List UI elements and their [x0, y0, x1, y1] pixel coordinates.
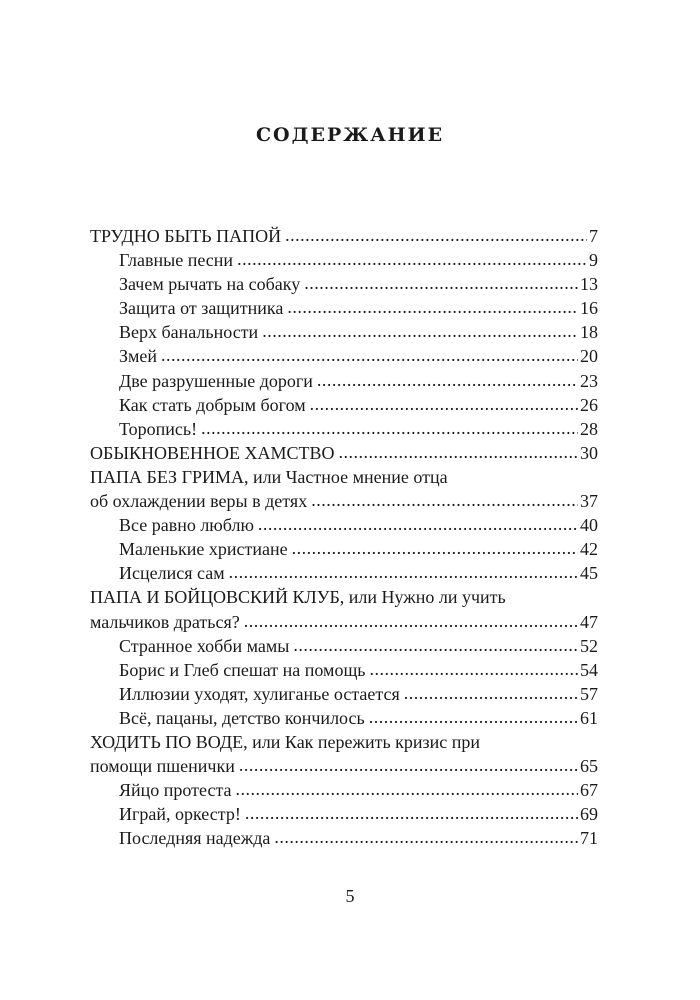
toc-entry-title: Главные песни [119, 250, 234, 271]
toc-entry-title: об охлаждении веры в детях [90, 491, 308, 512]
toc-entry-title: ТРУДНО БЫТЬ ПАПОЙ [90, 226, 282, 246]
toc-subentry [90, 344, 598, 368]
dot-leader [245, 801, 578, 825]
toc-subentry [90, 682, 598, 706]
dot-leader [236, 777, 578, 801]
toc-entry-title: ПАПА И БОЙЦОВСКИЙ КЛУБ, или Нужно ли учить [90, 587, 506, 608]
toc-entry-title: ОБЫКНОВЕННОЕ ХАМСТВО [90, 442, 335, 463]
toc-entry-title: Исцелися сам [119, 563, 225, 584]
toc-entry-page: 61 [580, 707, 598, 728]
toc-entry [90, 754, 598, 778]
toc-entry [90, 730, 598, 754]
toc-entry-page: 71 [580, 828, 598, 849]
toc-entry-title: Яйцо протеста [119, 780, 232, 801]
dot-leader [339, 440, 578, 464]
toc-entry-title: Зачем рычать на собаку [119, 274, 301, 295]
toc-entry-page: 20 [580, 346, 598, 367]
toc-subentry [90, 248, 598, 272]
toc-subentry [90, 272, 598, 296]
toc-subentry [90, 417, 598, 441]
dot-leader [237, 247, 587, 271]
toc-entry-title: мальчиков драться? [90, 611, 240, 632]
dot-leader [317, 368, 578, 392]
dot-leader [262, 319, 578, 343]
toc-entry-title: Как стать добрым богом [119, 394, 306, 415]
dot-leader [304, 271, 578, 295]
toc-entry-page: 23 [580, 370, 598, 391]
dot-leader [293, 633, 578, 657]
dot-leader [369, 705, 578, 729]
toc-subentry [90, 826, 598, 850]
dot-leader [311, 488, 578, 512]
toc-subentry [90, 393, 598, 417]
toc-entry-title: Все равно люблю [119, 515, 254, 536]
toc-entry-page: 26 [580, 394, 598, 415]
toc-entry [90, 441, 598, 465]
toc-subentry [90, 537, 598, 561]
toc-entry-page: 9 [589, 250, 598, 271]
table-of-contents [90, 224, 598, 850]
toc-entry-page: 40 [580, 515, 598, 536]
toc-entry-title: Маленькие христиане [119, 539, 288, 560]
dot-leader [404, 681, 578, 705]
dot-leader [274, 825, 578, 849]
toc-entry-page: 69 [580, 804, 598, 825]
dot-leader [201, 416, 578, 440]
toc-entry-title: Борис и Глеб спешат на помощь [119, 659, 366, 680]
toc-subentry [90, 320, 598, 344]
toc-subentry [90, 296, 598, 320]
toc-entry-title: Странное хобби мамы [119, 635, 290, 656]
toc-entry [90, 489, 598, 513]
toc-entry-title: Змей [119, 346, 158, 367]
toc-entry-page: 52 [580, 635, 598, 656]
toc-subentry [90, 802, 598, 826]
toc-entry-title: Две разрушенные дороги [119, 370, 313, 391]
toc-subentry [90, 634, 598, 658]
toc-entry-page: 45 [580, 563, 598, 584]
toc-subentry [90, 369, 598, 393]
toc-entry-page: 57 [580, 683, 598, 704]
dot-leader [258, 512, 578, 536]
toc-entry-page: 30 [580, 442, 598, 463]
toc-entry-page: 7 [589, 226, 598, 246]
toc-entry-title: Защита от защитника [119, 298, 284, 319]
dot-leader [292, 536, 578, 560]
page-title: СОДЕРЖАНИЕ [255, 124, 445, 146]
toc-entry-page: 47 [580, 611, 598, 632]
toc-entry-title: Верх банальности [119, 322, 259, 343]
toc-subentry [90, 658, 598, 682]
toc-entry [90, 585, 598, 609]
toc-entry-title: Последняя надежда [119, 828, 271, 849]
toc-entry-page: 37 [580, 491, 598, 512]
toc-entry-title: ХОДИТЬ ПО ВОДЕ, или Как пережить кризис при [90, 731, 481, 752]
toc-entry-title: Играй, оркестр! [119, 804, 241, 825]
toc-entry-title: помощи пшенички [90, 756, 235, 777]
toc-entry-page: 18 [580, 322, 598, 343]
dot-leader [239, 753, 578, 777]
page-number: 5 [345, 886, 355, 906]
toc-entry-page: 67 [580, 780, 598, 801]
toc-entry-page: 42 [580, 539, 598, 560]
toc-entry [90, 224, 598, 248]
toc-subentry [90, 513, 598, 537]
toc-subentry [90, 561, 598, 585]
dot-leader [310, 392, 578, 416]
dot-leader [244, 609, 578, 633]
toc-entry-page: 28 [580, 418, 598, 439]
toc-entry [90, 610, 598, 634]
toc-entry [90, 465, 598, 489]
dot-leader [285, 223, 587, 247]
dot-leader [370, 657, 578, 681]
toc-entry-title: Иллюзии уходят, хулиганье остается [119, 683, 400, 704]
toc-entry-page: 65 [580, 756, 598, 777]
dot-leader [161, 343, 578, 367]
toc-entry-title: ПАПА БЕЗ ГРИМА, или Частное мнение отца [90, 466, 448, 487]
toc-entry-title: Торопись! [119, 418, 198, 439]
toc-entry-page: 54 [580, 659, 598, 680]
toc-subentry [90, 778, 598, 802]
toc-entry-page: 16 [580, 298, 598, 319]
toc-entry-page: 13 [580, 274, 598, 295]
dot-leader [287, 295, 578, 319]
toc-subentry [90, 706, 598, 730]
toc-entry-title: Всё, пацаны, детство кончилось [119, 707, 365, 728]
dot-leader [229, 560, 578, 584]
